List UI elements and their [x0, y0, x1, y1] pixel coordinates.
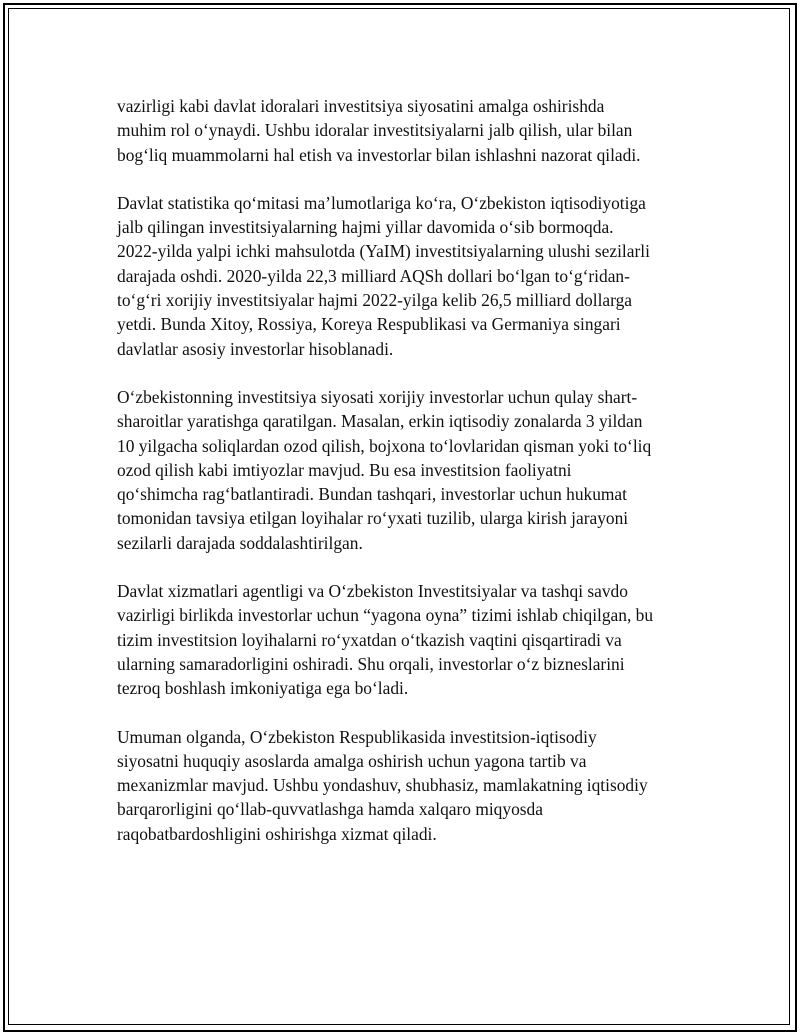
paragraph-5: Umuman olganda, Oʻzbekiston Respublikasida investitsion-iqtisodiy siyosatni huquqiy asoslarda amalga oshirish uchun yagona tartib va mexanizmlar mavjud. Ushbu yondashuv, shubhasiz, mamlakatning iqtisodiy barqarorligini qoʻllab-quvvatlashga hamda xalqaro miqyosda raqobatbardoshligini oshirishga xizmat qiladi.	[117, 726, 648, 844]
paragraph-3: Oʻzbekistonning investitsiya siyosati xorijiy investorlar uchun qulay shart- sharoitlar yaratishga qaratilgan. Masalan, erkin iqtisodiy zonalarda 3 yildan 10 yilgacha soliqlardan ozod qilish, bojxona toʻlovlaridan qisman yoki toʻliq ozod qilish kabi imtiyozlar mavjud. Bu esa investitsion faoliyatni qoʻshimcha ragʻbatlantiradi. Bundan tashqari, investorlar uchun hukumat tomonidan tavsiya etilgan loyihalar roʻyxati tuzilib, ularga kirish jarayoni sezilarli darajada soddalashtirilgan.	[117, 386, 652, 553]
document-body	[117, 94, 697, 870]
paragraph-4: Davlat xizmatlari agentligi va Oʻzbekiston Investitsiyalar va tashqi savdo vazirligi birlikda investorlar uchun “yagona oyna” tizimi ishlab chiqilgan, bu tizim investitsion loyihalarni roʻyxatdan oʻtkazish vaqtini qisqartiradi va ularning samaradorligini oshiradi. Shu orqali, investorlar oʻz bizneslarini tezroq boshlash imkoniyatiga ega boʻladi.	[117, 581, 654, 699]
paragraph-2: Davlat statistika qoʻmitasi maʼlumotlariga koʻra, Oʻzbekiston iqtisodiyotiga jalb qilingan investitsiyalarning hajmi yillar davomida oʻsib bormoqda. 2022-yilda yalpi ichki mahsulotda (YaIM) investitsiyalarning ulushi sezilarli darajada oshdi. 2020-yilda 22,3 milliard AQSh dollari boʻlgan toʻgʻridan- toʻgʻri xorijiy investitsiyalar hajmi 2022-yilga kelib 26,5 milliard dollarga yetdi. Bunda Xitoy, Rossiya, Koreya Respublikasi va Germaniya singari davlatlar asosiy investorlar hisoblanadi.	[117, 192, 650, 359]
paragraph-1: vazirligi kabi davlat idoralari investitsiya siyosatini amalga oshirishda muhim rol oʻynaydi. Ushbu idoralar investitsiyalarni jalb qilish, ular bilan bogʻliq muammolarni hal etish va investorlar bilan ishlashni nazorat qiladi.	[117, 96, 641, 165]
